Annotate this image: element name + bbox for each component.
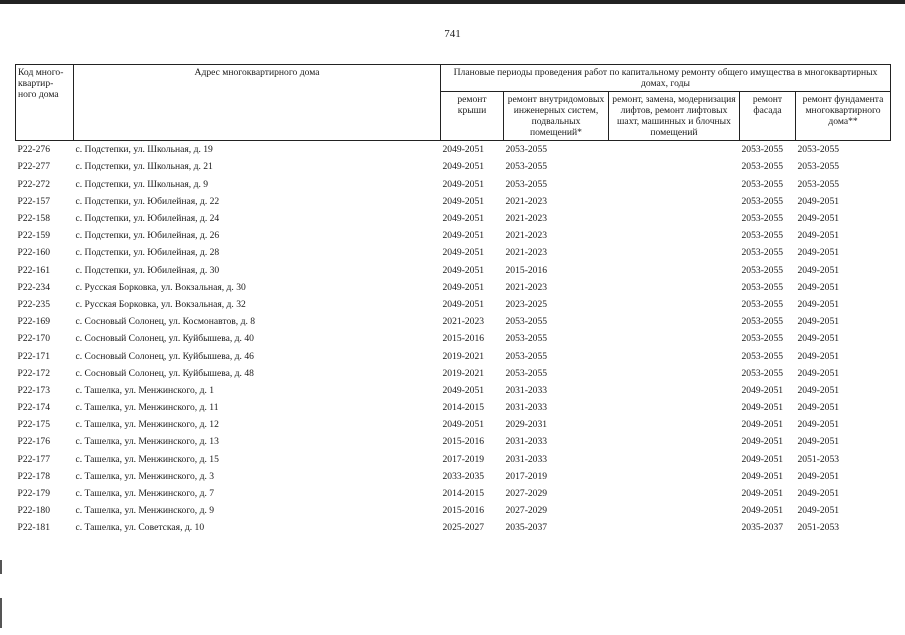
foundation-cell: 2049-2051 [797, 350, 840, 362]
table-row [16, 485, 891, 502]
roof-cell: 2033-2035 [442, 470, 485, 482]
elevators-cell [609, 244, 740, 261]
code-cell: P22-159 [17, 230, 51, 242]
foundation-cell: 2053-2055 [797, 161, 840, 173]
systems-cell: 2023-2025 [505, 298, 548, 310]
address-cell: с. Ташелка, ул. Менжинского, д. 9 [75, 505, 215, 517]
table-row [16, 296, 891, 313]
roof-cell: 2049-2051 [442, 419, 485, 431]
code-cell: P22-235 [17, 298, 51, 310]
table-row [16, 382, 891, 399]
table-row [16, 502, 891, 519]
address-cell: с. Сосновый Солонец, ул. Куйбышева, д. 40 [75, 333, 254, 345]
facade-cell: 2053-2055 [741, 298, 784, 310]
facade-cell: 2049-2051 [741, 402, 784, 414]
foundation-cell: 2049-2051 [797, 195, 840, 207]
address-cell: с. Сосновый Солонец, ул. Куйбышева, д. 46 [75, 350, 254, 362]
elevators-cell [609, 468, 740, 485]
roof-cell: 2049-2051 [442, 281, 485, 293]
systems-cell: 2031-2033 [505, 384, 548, 396]
systems-cell: 2029-2031 [505, 419, 548, 431]
elevators-cell [609, 519, 740, 536]
top-border [0, 0, 905, 4]
foundation-cell: 2049-2051 [797, 281, 840, 293]
table-row [16, 347, 891, 364]
address-cell: с. Ташелка, ул. Советская, д. 10 [75, 522, 205, 534]
systems-cell: 2021-2023 [505, 213, 548, 225]
address-cell: с. Подстепки, ул. Юбилейная, д. 26 [75, 230, 220, 242]
elevators-cell [609, 158, 740, 175]
code-cell: P22-169 [17, 316, 51, 328]
elevators-cell [609, 262, 740, 279]
code-cell: P22-172 [17, 367, 51, 379]
table-row [16, 141, 891, 159]
facade-cell: 2049-2051 [741, 505, 784, 517]
elevators-cell [609, 365, 740, 382]
elevators-cell [609, 347, 740, 364]
header-elevators: ремонт, замена, модернизация лифтов, ремонт лифтовых шахт, машинных и блочных помещений [609, 92, 740, 141]
code-cell: P22-173 [17, 384, 51, 396]
systems-cell: 2021-2023 [505, 247, 548, 259]
foundation-cell: 2049-2051 [797, 384, 840, 396]
code-cell: P22-277 [17, 161, 51, 173]
facade-cell: 2053-2055 [741, 213, 784, 225]
systems-cell: 2027-2029 [505, 488, 548, 500]
roof-cell: 2049-2051 [442, 161, 485, 173]
systems-cell: 2015-2016 [505, 264, 548, 276]
elevators-cell [609, 330, 740, 347]
code-cell: P22-234 [17, 281, 51, 293]
header-periods: Плановые периоды проведения работ по капитальному ремонту общего имущества в многоквартирных домах, годы [441, 65, 891, 92]
table-row [16, 468, 891, 485]
table-row [16, 158, 891, 175]
elevators-cell [609, 176, 740, 193]
facade-cell: 2053-2055 [741, 264, 784, 276]
code-cell: P22-272 [17, 178, 51, 190]
roof-cell: 2017-2019 [442, 453, 485, 465]
code-cell: P22-177 [17, 453, 51, 465]
facade-cell: 2053-2055 [741, 350, 784, 362]
facade-cell: 2053-2055 [741, 247, 784, 259]
address-cell: с. Русская Борковка, ул. Вокзальная, д. 32 [75, 298, 246, 310]
address-cell: с. Ташелка, ул. Менжинского, д. 12 [75, 419, 219, 431]
roof-cell: 2049-2051 [442, 195, 485, 207]
table-row [16, 193, 891, 210]
roof-cell: 2015-2016 [442, 436, 485, 448]
facade-cell: 2053-2055 [741, 316, 784, 328]
roof-cell: 2015-2016 [442, 505, 485, 517]
facade-cell: 2053-2055 [741, 230, 784, 242]
code-cell: P22-276 [16, 141, 74, 159]
facade-cell: 2049-2051 [741, 384, 784, 396]
table-row [16, 313, 891, 330]
table-row [16, 451, 891, 468]
foundation-cell: 2049-2051 [797, 264, 840, 276]
table-row [16, 365, 891, 382]
address-cell: с. Ташелка, ул. Менжинского, д. 13 [75, 436, 219, 448]
roof-cell: 2021-2023 [442, 316, 485, 328]
foundation-cell: 2049-2051 [797, 333, 840, 345]
systems-cell: 2053-2055 [505, 350, 548, 362]
table-row [16, 262, 891, 279]
roof-cell: 2049-2051 [442, 384, 485, 396]
foundation-cell: 2049-2051 [797, 470, 840, 482]
header-foundation: ремонт фундамента многоквартирного дома** [796, 92, 891, 141]
systems-cell: 2021-2023 [505, 281, 548, 293]
systems-cell: 2027-2029 [505, 505, 548, 517]
foundation-cell: 2049-2051 [797, 230, 840, 242]
scan-artifact [0, 560, 2, 574]
table-row [16, 519, 891, 536]
address-cell: с. Подстепки, ул. Юбилейная, д. 24 [75, 213, 220, 225]
elevators-cell [609, 193, 740, 210]
foundation-cell: 2049-2051 [797, 247, 840, 259]
header-roof: ремонт крыши [441, 92, 504, 141]
systems-cell: 2031-2033 [505, 453, 548, 465]
code-cell: P22-170 [17, 333, 51, 345]
elevators-cell [609, 227, 740, 244]
facade-cell: 2049-2051 [741, 419, 784, 431]
facade-cell: 2053-2055 [741, 178, 784, 190]
facade-cell: 2035-2037 [741, 522, 784, 534]
systems-cell: 2053-2055 [505, 367, 548, 379]
facade-cell: 2049-2051 [741, 470, 784, 482]
code-cell: P22-160 [17, 247, 51, 259]
code-cell: P22-180 [17, 505, 51, 517]
address-cell: с. Подстепки, ул. Юбилейная, д. 30 [75, 264, 220, 276]
address-cell: с. Подстепки, ул. Школьная, д. 9 [75, 178, 209, 190]
code-cell: P22-171 [17, 350, 51, 362]
facade-cell: 2053-2055 [741, 367, 784, 379]
table-row [16, 399, 891, 416]
roof-cell: 2014-2015 [442, 402, 485, 414]
code-cell: P22-157 [17, 195, 51, 207]
elevators-cell [609, 399, 740, 416]
facade-cell: 2053-2055 [741, 281, 784, 293]
elevators-cell [609, 502, 740, 519]
elevators-cell [609, 313, 740, 330]
elevators-cell [609, 451, 740, 468]
header-address: Адрес многоквартирного дома [74, 65, 441, 141]
systems-cell: 2053-2055 [505, 333, 548, 345]
foundation-cell: 2049-2051 [797, 298, 840, 310]
table-row [16, 244, 891, 261]
roof-cell: 2049-2051 [442, 213, 485, 225]
elevators-cell [609, 279, 740, 296]
systems-cell: 2035-2037 [505, 522, 548, 534]
capital-repair-table [15, 64, 891, 537]
foundation-cell: 2049-2051 [797, 436, 840, 448]
table-row [16, 210, 891, 227]
roof-cell: 2019-2021 [442, 350, 485, 362]
foundation-cell: 2053-2055 [797, 178, 840, 190]
foundation-cell: 2049-2051 [797, 402, 840, 414]
code-cell: P22-178 [17, 470, 51, 482]
address-cell: с. Ташелка, ул. Менжинского, д. 3 [75, 470, 215, 482]
table-row [16, 433, 891, 450]
scan-artifact [0, 598, 2, 628]
table-row [16, 279, 891, 296]
roof-cell: 2019-2021 [442, 367, 485, 379]
roof-cell: 2049-2051 [442, 230, 485, 242]
code-cell: P22-181 [17, 522, 51, 534]
table-row [16, 227, 891, 244]
roof-cell: 2015-2016 [442, 333, 485, 345]
facade-cell: 2049-2051 [741, 436, 784, 448]
foundation-cell: 2049-2051 [797, 316, 840, 328]
code-cell: P22-175 [17, 419, 51, 431]
facade-cell: 2049-2051 [741, 488, 784, 500]
foundation-cell: 2053-2055 [796, 141, 891, 159]
header-code: Код много-квартир-ного дома [16, 65, 74, 141]
elevators-cell [609, 485, 740, 502]
table-body [16, 141, 891, 537]
elevators-cell [609, 416, 740, 433]
roof-cell: 2049-2051 [441, 141, 504, 159]
address-cell: с. Ташелка, ул. Менжинского, д. 11 [75, 402, 219, 414]
foundation-cell: 2051-2053 [797, 522, 840, 534]
foundation-cell: 2049-2051 [797, 367, 840, 379]
address-cell: с. Подстепки, ул. Юбилейная, д. 28 [75, 247, 220, 259]
systems-cell: 2053-2055 [505, 316, 548, 328]
systems-cell: 2031-2033 [505, 402, 548, 414]
roof-cell: 2049-2051 [442, 178, 485, 190]
roof-cell: 2014-2015 [442, 488, 485, 500]
elevators-cell [609, 210, 740, 227]
header-facade: ремонт фасада [740, 92, 796, 141]
table-row [16, 416, 891, 433]
address-cell: с. Сосновый Солонец, ул. Куйбышева, д. 48 [75, 367, 254, 379]
systems-cell: 2053-2055 [505, 178, 548, 190]
facade-cell: 2053-2055 [741, 333, 784, 345]
facade-cell: 2053-2055 [741, 161, 784, 173]
address-cell: с. Ташелка, ул. Менжинского, д. 1 [75, 384, 215, 396]
address-cell: с. Подстепки, ул. Юбилейная, д. 22 [75, 195, 220, 207]
systems-cell: 2021-2023 [505, 230, 548, 242]
systems-cell: 2053-2055 [505, 161, 548, 173]
address-cell: с. Сосновый Солонец, ул. Космонавтов, д. 8 [75, 316, 256, 328]
elevators-cell [609, 433, 740, 450]
address-cell: с. Подстепки, ул. Школьная, д. 19 [74, 141, 441, 159]
table-row [16, 176, 891, 193]
roof-cell: 2049-2051 [442, 264, 485, 276]
facade-cell: 2049-2051 [741, 453, 784, 465]
facade-cell: 2053-2055 [741, 195, 784, 207]
address-cell: с. Русская Борковка, ул. Вокзальная, д. 30 [75, 281, 246, 293]
roof-cell: 2049-2051 [442, 298, 485, 310]
systems-cell: 2017-2019 [505, 470, 548, 482]
foundation-cell: 2049-2051 [797, 419, 840, 431]
foundation-cell: 2049-2051 [797, 213, 840, 225]
foundation-cell: 2049-2051 [797, 488, 840, 500]
elevators-cell [609, 141, 740, 159]
code-cell: P22-179 [17, 488, 51, 500]
code-cell: P22-174 [17, 402, 51, 414]
systems-cell: 2021-2023 [505, 195, 548, 207]
code-cell: P22-176 [17, 436, 51, 448]
facade-cell: 2053-2055 [740, 141, 796, 159]
header-systems: ремонт внутридомовых инженерных систем, подвальных помещений* [504, 92, 609, 141]
foundation-cell: 2049-2051 [797, 505, 840, 517]
address-cell: с. Ташелка, ул. Менжинского, д. 7 [75, 488, 215, 500]
elevators-cell [609, 382, 740, 399]
table-row [16, 330, 891, 347]
systems-cell: 2053-2055 [504, 141, 609, 159]
address-cell: с. Ташелка, ул. Менжинского, д. 15 [75, 453, 219, 465]
code-cell: P22-158 [17, 213, 51, 225]
elevators-cell [609, 296, 740, 313]
roof-cell: 2025-2027 [442, 522, 485, 534]
systems-cell: 2031-2033 [505, 436, 548, 448]
page-number: 741 [444, 28, 461, 40]
roof-cell: 2049-2051 [442, 247, 485, 259]
address-cell: с. Подстепки, ул. Школьная, д. 21 [75, 161, 213, 173]
code-cell: P22-161 [17, 264, 51, 276]
foundation-cell: 2051-2053 [797, 453, 840, 465]
